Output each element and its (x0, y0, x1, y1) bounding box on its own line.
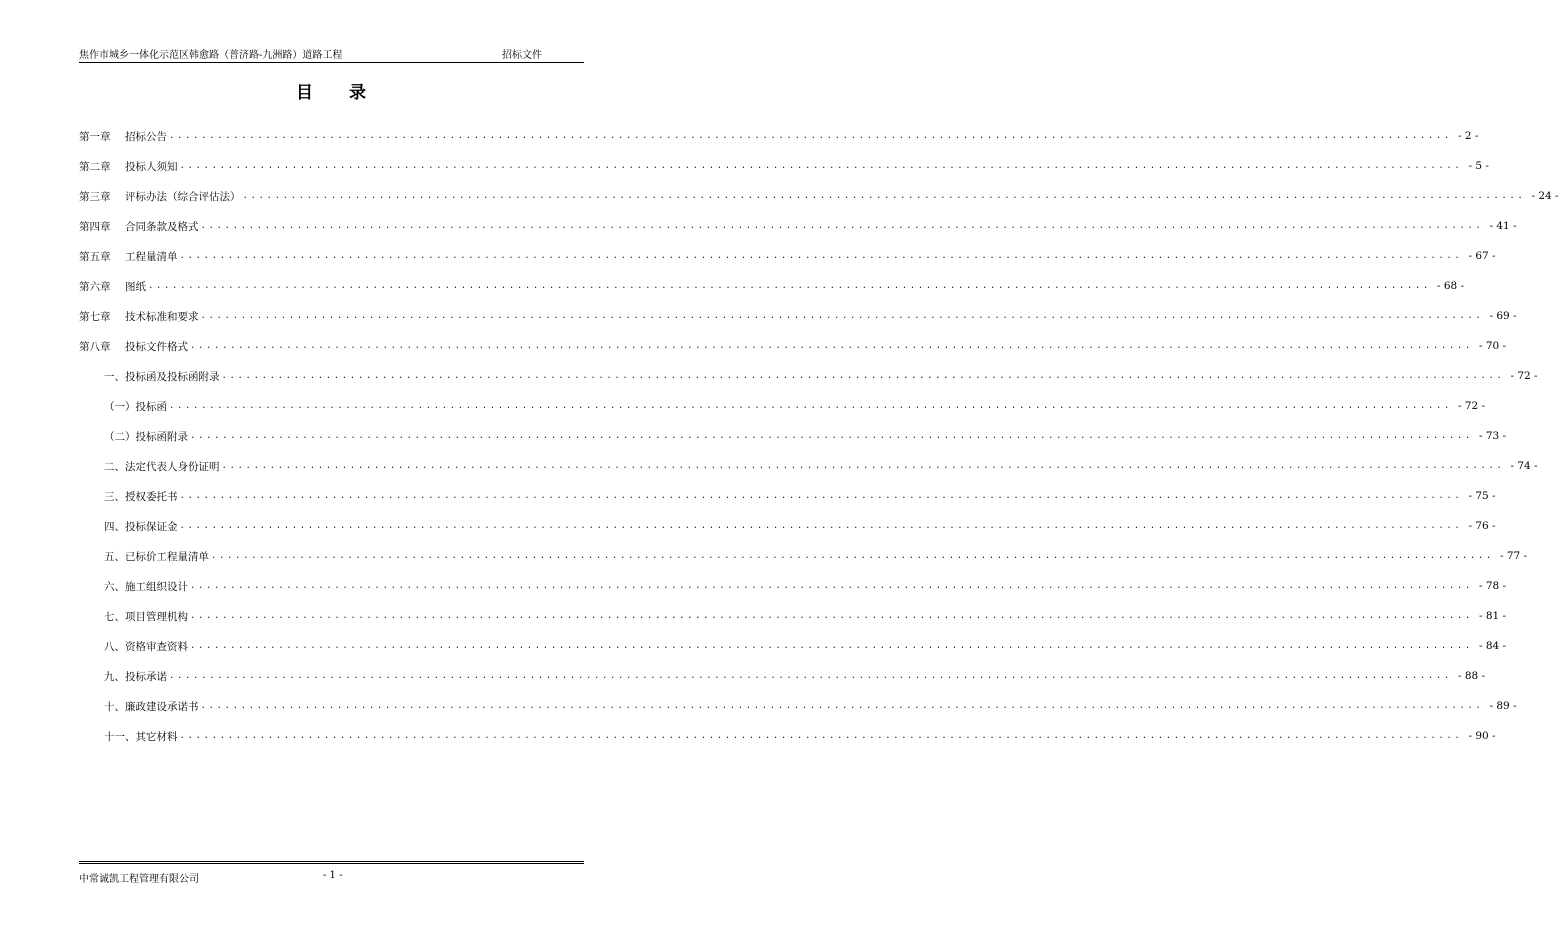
toc-page-number: - 67 - (1468, 250, 1496, 262)
header-doc-type: 招标文件 (502, 50, 542, 61)
toc-page-number: - 74 - (1510, 460, 1538, 472)
toc-chapter-number: 第七章 (79, 310, 111, 323)
toc-entry-label: 招标公告 (125, 130, 167, 143)
toc-chapter-number: 第四章 (79, 220, 111, 233)
header-project-name: 焦作市城乡一体化示范区韩愈路（普济路-九洲路）道路工程 (79, 50, 343, 61)
toc-entry[interactable] (79, 721, 1496, 751)
toc-dot-leader: ................................................................................................................................................................ (221, 371, 1505, 381)
toc-dot-leader: ................................................................................................................................................................ (190, 641, 1473, 651)
toc-dot-leader: ................................................................................................................................................................ (200, 701, 1484, 711)
page-footer (79, 861, 584, 886)
toc-dot-leader: ................................................................................................................................................................ (190, 431, 1473, 441)
toc-page-number: - 70 - (1478, 340, 1507, 352)
toc-page-number: - 73 - (1478, 430, 1507, 442)
toc-entry[interactable] (79, 691, 1517, 721)
toc-entry[interactable] (79, 301, 1517, 331)
page-title: 目 录 (296, 83, 381, 103)
toc-dot-leader: ................................................................................................................................................................ (179, 161, 1463, 171)
toc-entry-label: 六、施工组织设计 (104, 580, 188, 593)
toc-dot-leader: ................................................................................................................................................................ (169, 671, 1452, 681)
toc-dot-leader: ................................................................................................................................................................ (221, 461, 1505, 471)
toc-entry[interactable] (79, 391, 1486, 421)
toc-page-number: - 90 - (1468, 730, 1496, 742)
toc-page-number: - 69 - (1489, 310, 1517, 322)
toc-entry[interactable] (79, 331, 1507, 361)
toc-entry[interactable] (79, 661, 1486, 691)
toc-entry[interactable] (79, 481, 1496, 511)
toc-page-number: - 72 - (1457, 400, 1486, 412)
toc-page-number: - 84 - (1478, 640, 1507, 652)
toc-dot-leader: ................................................................................................................................................................ (179, 731, 1463, 741)
toc-dot-leader: ................................................................................................................................................................ (200, 221, 1484, 231)
toc-dot-leader: ................................................................................................................................................................ (179, 491, 1463, 501)
toc-chapter-number: 第五章 (79, 250, 111, 263)
toc-entry-label: 工程量清单 (125, 250, 178, 263)
toc-entry[interactable] (79, 151, 1489, 181)
toc-entry-label: （二）投标函附录 (104, 430, 188, 443)
toc-page-number: - 24 - (1531, 190, 1559, 202)
toc-page-number: - 77 - (1499, 550, 1528, 562)
toc-chapter-number: 第八章 (79, 340, 111, 353)
toc-page-number: - 76 - (1468, 520, 1496, 532)
toc-page-number: - 72 - (1510, 370, 1538, 382)
toc-entry-label: 四、投标保证金 (104, 520, 178, 533)
toc-entry[interactable] (79, 601, 1507, 631)
toc-chapter-number: 第一章 (79, 130, 111, 143)
toc-entry[interactable] (79, 571, 1507, 601)
toc-entry-label: 八、资格审查资料 (104, 640, 188, 653)
toc-dot-leader: ................................................................................................................................................................ (148, 281, 1431, 291)
toc-entry-label: 评标办法（综合评估法） (125, 190, 241, 203)
toc-page-number: - 88 - (1457, 670, 1486, 682)
toc-entry[interactable] (79, 511, 1496, 541)
toc-dot-leader: ................................................................................................................................................................ (169, 131, 1452, 141)
toc-entry-label: 投标文件格式 (125, 340, 188, 353)
toc-entry-label: 九、投标承诺 (104, 670, 167, 683)
toc-dot-leader: ................................................................................................................................................................ (190, 341, 1473, 351)
toc-page-number: - 68 - (1436, 280, 1465, 292)
toc-entry-label: 一、投标函及投标函附录 (104, 370, 220, 383)
toc-entry-label: 技术标准和要求 (125, 310, 199, 323)
toc-entry-label: 合同条款及格式 (125, 220, 199, 233)
toc-page-number: - 78 - (1478, 580, 1507, 592)
toc-chapter-number: 第六章 (79, 280, 111, 293)
toc-dot-leader: ................................................................................................................................................................ (179, 521, 1463, 531)
toc-entry[interactable] (79, 241, 1496, 271)
page-header (79, 44, 584, 63)
toc-entry[interactable] (79, 121, 1479, 151)
toc-entry-label: 五、已标价工程量清单 (104, 550, 209, 563)
toc-entry-label: （一）投标函 (104, 400, 167, 413)
footer-page-number: - 1 - (323, 870, 343, 881)
toc-entry[interactable] (79, 361, 1538, 391)
toc-entry[interactable] (79, 541, 1528, 571)
toc-page-number: - 89 - (1489, 700, 1517, 712)
toc-dot-leader: ................................................................................................................................................................ (179, 251, 1463, 261)
toc-entry[interactable] (79, 451, 1538, 481)
toc-entry[interactable] (79, 181, 1559, 211)
toc-entry-label: 图纸 (125, 280, 146, 293)
toc-entry-label: 二、法定代表人身份证明 (104, 460, 220, 473)
footer-company: 中常诚凯工程管理有限公司 (79, 874, 199, 885)
toc-dot-leader: ................................................................................................................................................................ (211, 551, 1494, 561)
toc-dot-leader: ................................................................................................................................................................ (169, 401, 1452, 411)
toc-entry[interactable] (79, 631, 1507, 661)
toc-page-number: - 2 - (1457, 130, 1479, 142)
toc-entry[interactable] (79, 421, 1507, 451)
toc-entry[interactable] (79, 211, 1517, 241)
toc-page-number: - 41 - (1489, 220, 1517, 232)
toc-entry-label: 七、项目管理机构 (104, 610, 188, 623)
toc-chapter-number: 第三章 (79, 190, 111, 203)
toc-dot-leader: ................................................................................................................................................................ (200, 311, 1484, 321)
toc-chapter-number: 第二章 (79, 160, 111, 173)
table-of-contents (79, 121, 1559, 751)
toc-page-number: - 75 - (1468, 490, 1496, 502)
toc-dot-leader: ................................................................................................................................................................ (242, 191, 1526, 201)
toc-entry[interactable] (79, 271, 1465, 301)
toc-entry-label: 三、授权委托书 (104, 490, 178, 503)
toc-page-number: - 81 - (1478, 610, 1507, 622)
toc-dot-leader: ................................................................................................................................................................ (190, 611, 1473, 621)
toc-dot-leader: ................................................................................................................................................................ (190, 581, 1473, 591)
toc-page-number: - 5 - (1468, 160, 1489, 172)
toc-entry-label: 十、廉政建设承诺书 (104, 700, 199, 713)
toc-entry-label: 投标人须知 (125, 160, 178, 173)
toc-entry-label: 十一、其它材料 (104, 730, 178, 743)
